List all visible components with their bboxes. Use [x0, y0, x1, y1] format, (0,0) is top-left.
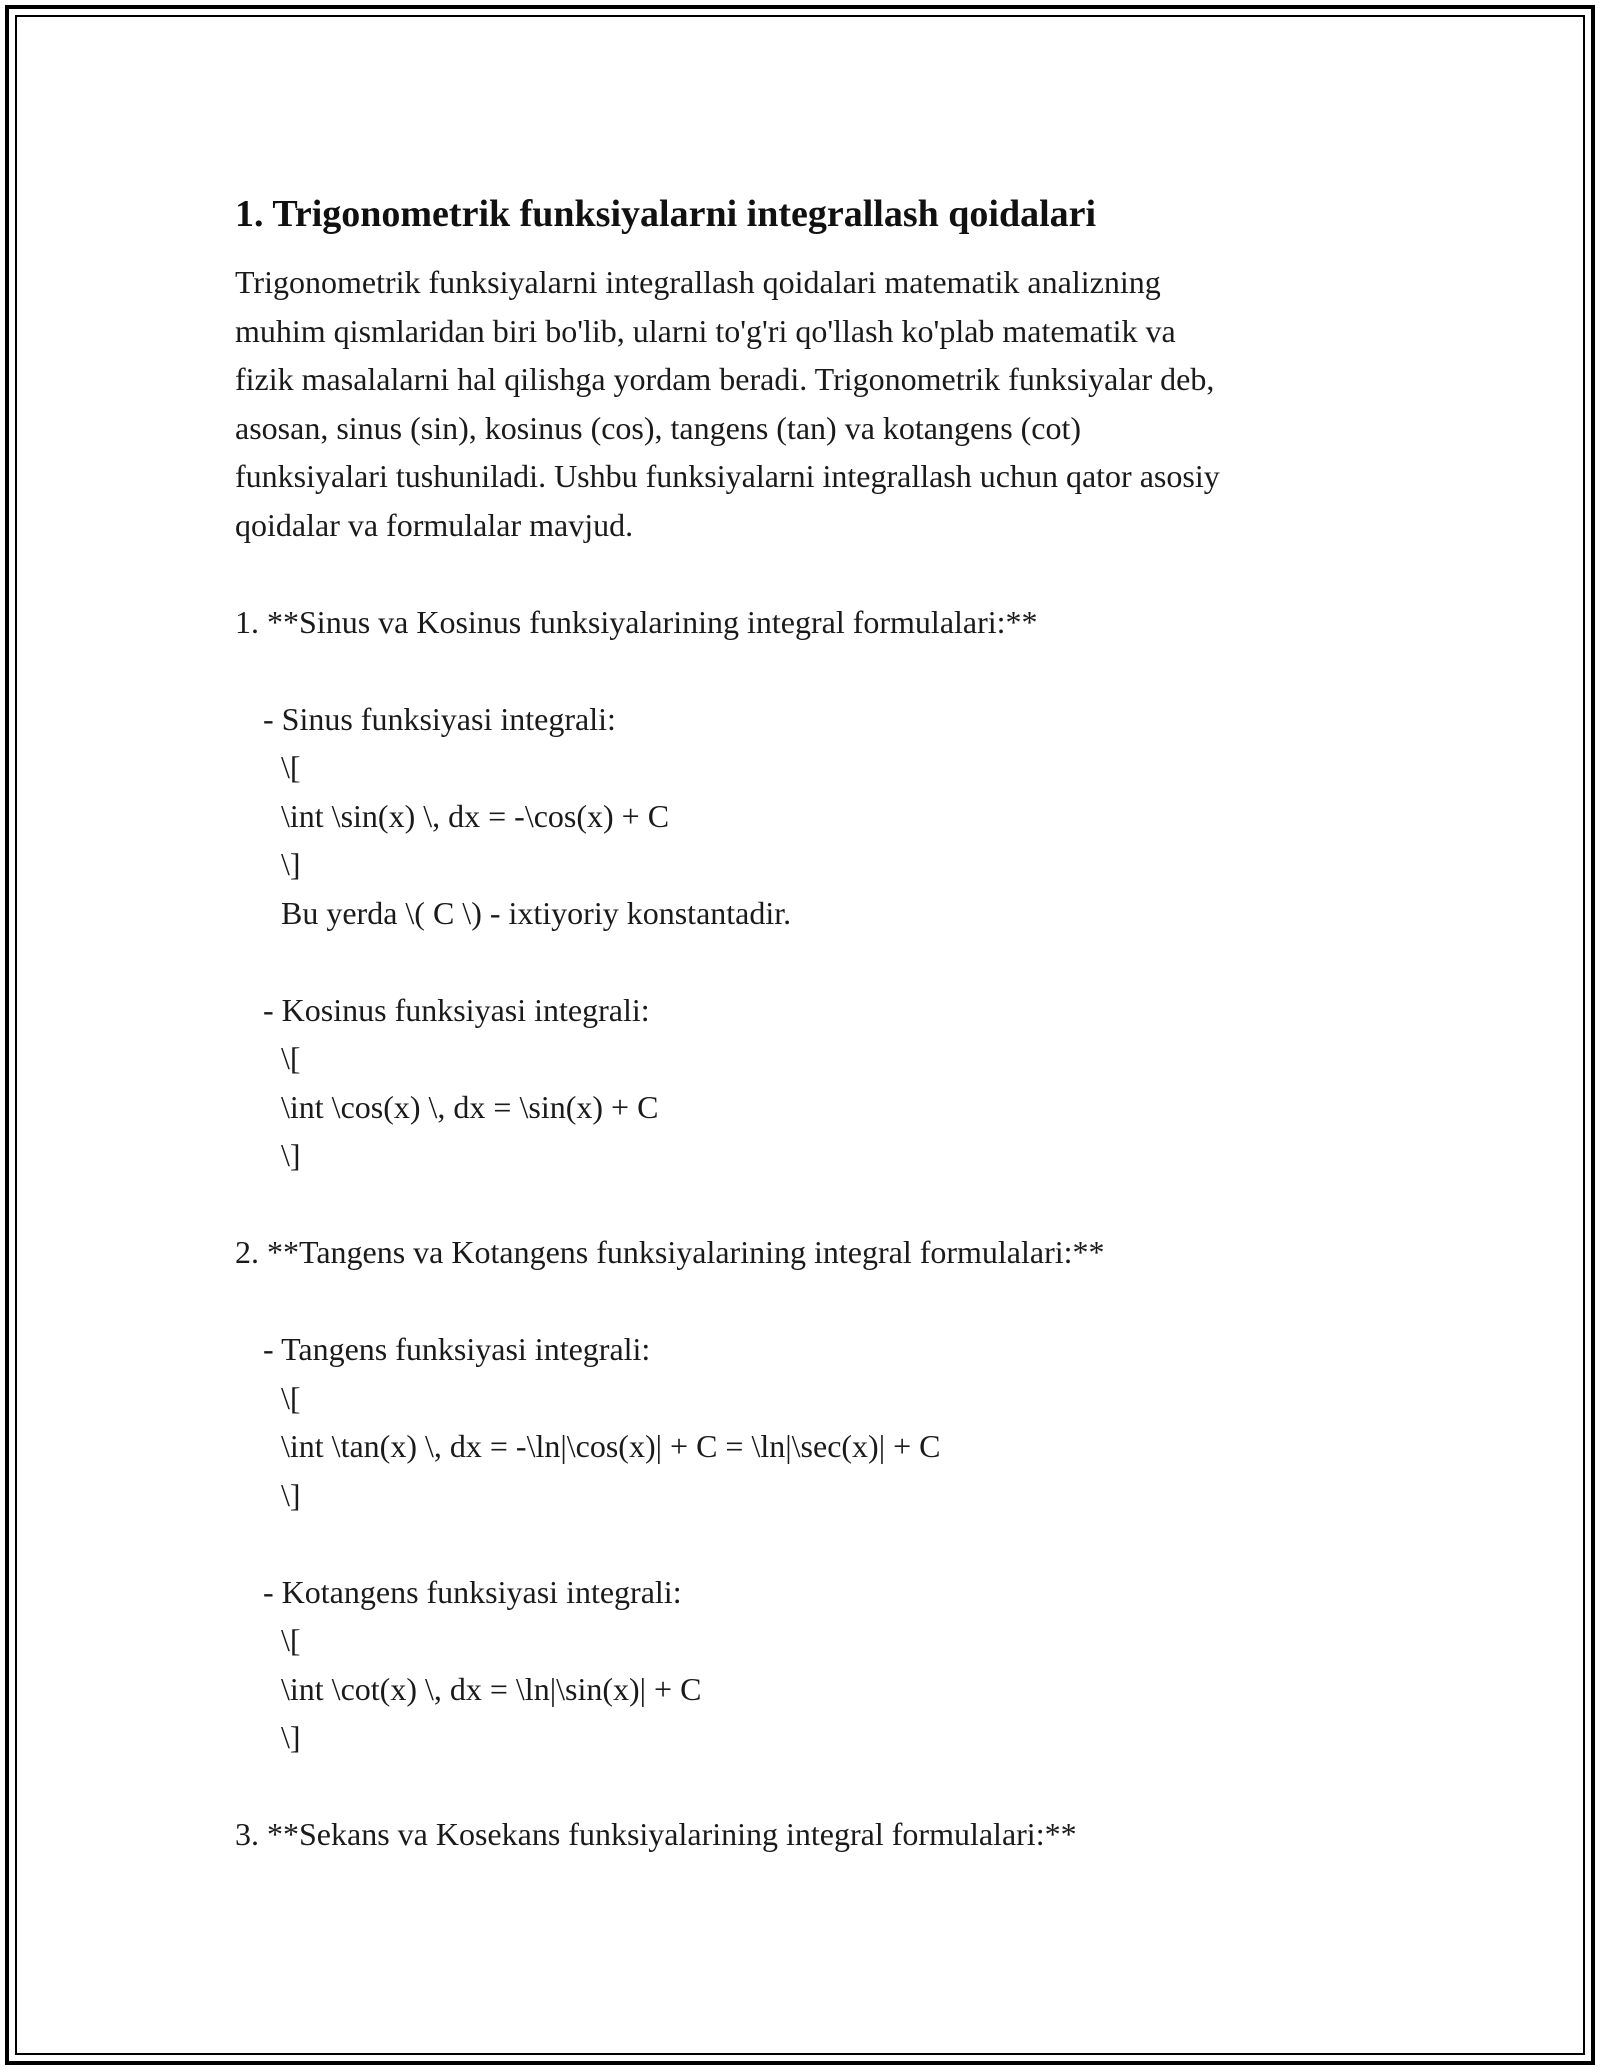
page-title: 1. Trigonometrik funksiyalarni integrallash qoidalari — [235, 193, 1097, 235]
section-title: 2. **Tangens va Kotangens funksiyalarining integral formulalari:** — [235, 1234, 1105, 1270]
section-title: 1. **Sinus va Kosinus funksiyalarining integral formulalari:** — [235, 603, 1038, 640]
section-sinus-kosinus — [235, 598, 1375, 1180]
formula-close: \] — [281, 1137, 301, 1173]
section-sekans-kosekans — [235, 1810, 1375, 1859]
formula: \int \cos(x) \, dx = \sin(x) + C — [281, 1088, 659, 1125]
section-title: 3. **Sekans va Kosekans funksiyalarining integral formulalari:** — [235, 1816, 1077, 1852]
intro-paragraph — [235, 258, 1375, 549]
intro-line: fizik masalalarni hal qilishga yordam beradi. Trigonometrik funksiyalar deb, — [235, 361, 1215, 397]
formula-open: \[ — [281, 1622, 301, 1658]
item-label: - Tangens funksiyasi integrali: — [263, 1331, 651, 1367]
document-body — [235, 190, 1375, 1859]
formula-close: \] — [281, 1476, 301, 1513]
item-label: - Kosinus funksiyasi integrali: — [263, 991, 650, 1028]
intro-line: asosan, sinus (sin), kosinus (cos), tangens (tan) va kotangens (cot) — [235, 409, 1082, 446]
intro-line: funksiyalari tushuniladi. Ushbu funksiyalarni integrallash uchun qator asosiy — [235, 458, 1220, 494]
formula-open: \[ — [281, 1040, 301, 1076]
formula-close: \] — [281, 846, 301, 882]
item-label: - Sinus funksiyasi integrali: — [263, 700, 616, 737]
formula-note: Bu yerda \( C \) - ixtiyoriy konstantadir. — [281, 894, 792, 931]
intro-line: qoidalar va formulalar mavjud. — [235, 506, 634, 543]
formula-open: \[ — [281, 1379, 301, 1416]
item-label: - Kotangens funksiyasi integrali: — [263, 1573, 682, 1610]
formula: \int \tan(x) \, dx = -\ln|\cos(x)| + C = \ln|\sec(x)| + C — [281, 1428, 941, 1464]
section-tangens-kotangens — [235, 1228, 1375, 1762]
formula-open: \[ — [281, 749, 301, 785]
intro-line: muhim qismlaridan biri bo'lib, ularni to'g'ri qo'llash ko'plab matematik va — [235, 312, 1176, 349]
formula: \int \cot(x) \, dx = \ln|\sin(x)| + C — [281, 1670, 702, 1707]
formula: \int \sin(x) \, dx = -\cos(x) + C — [281, 797, 670, 834]
intro-line: Trigonometrik funksiyalarni integrallash qoidalari matematik analizning — [235, 264, 1161, 300]
formula-close: \] — [281, 1719, 301, 1755]
